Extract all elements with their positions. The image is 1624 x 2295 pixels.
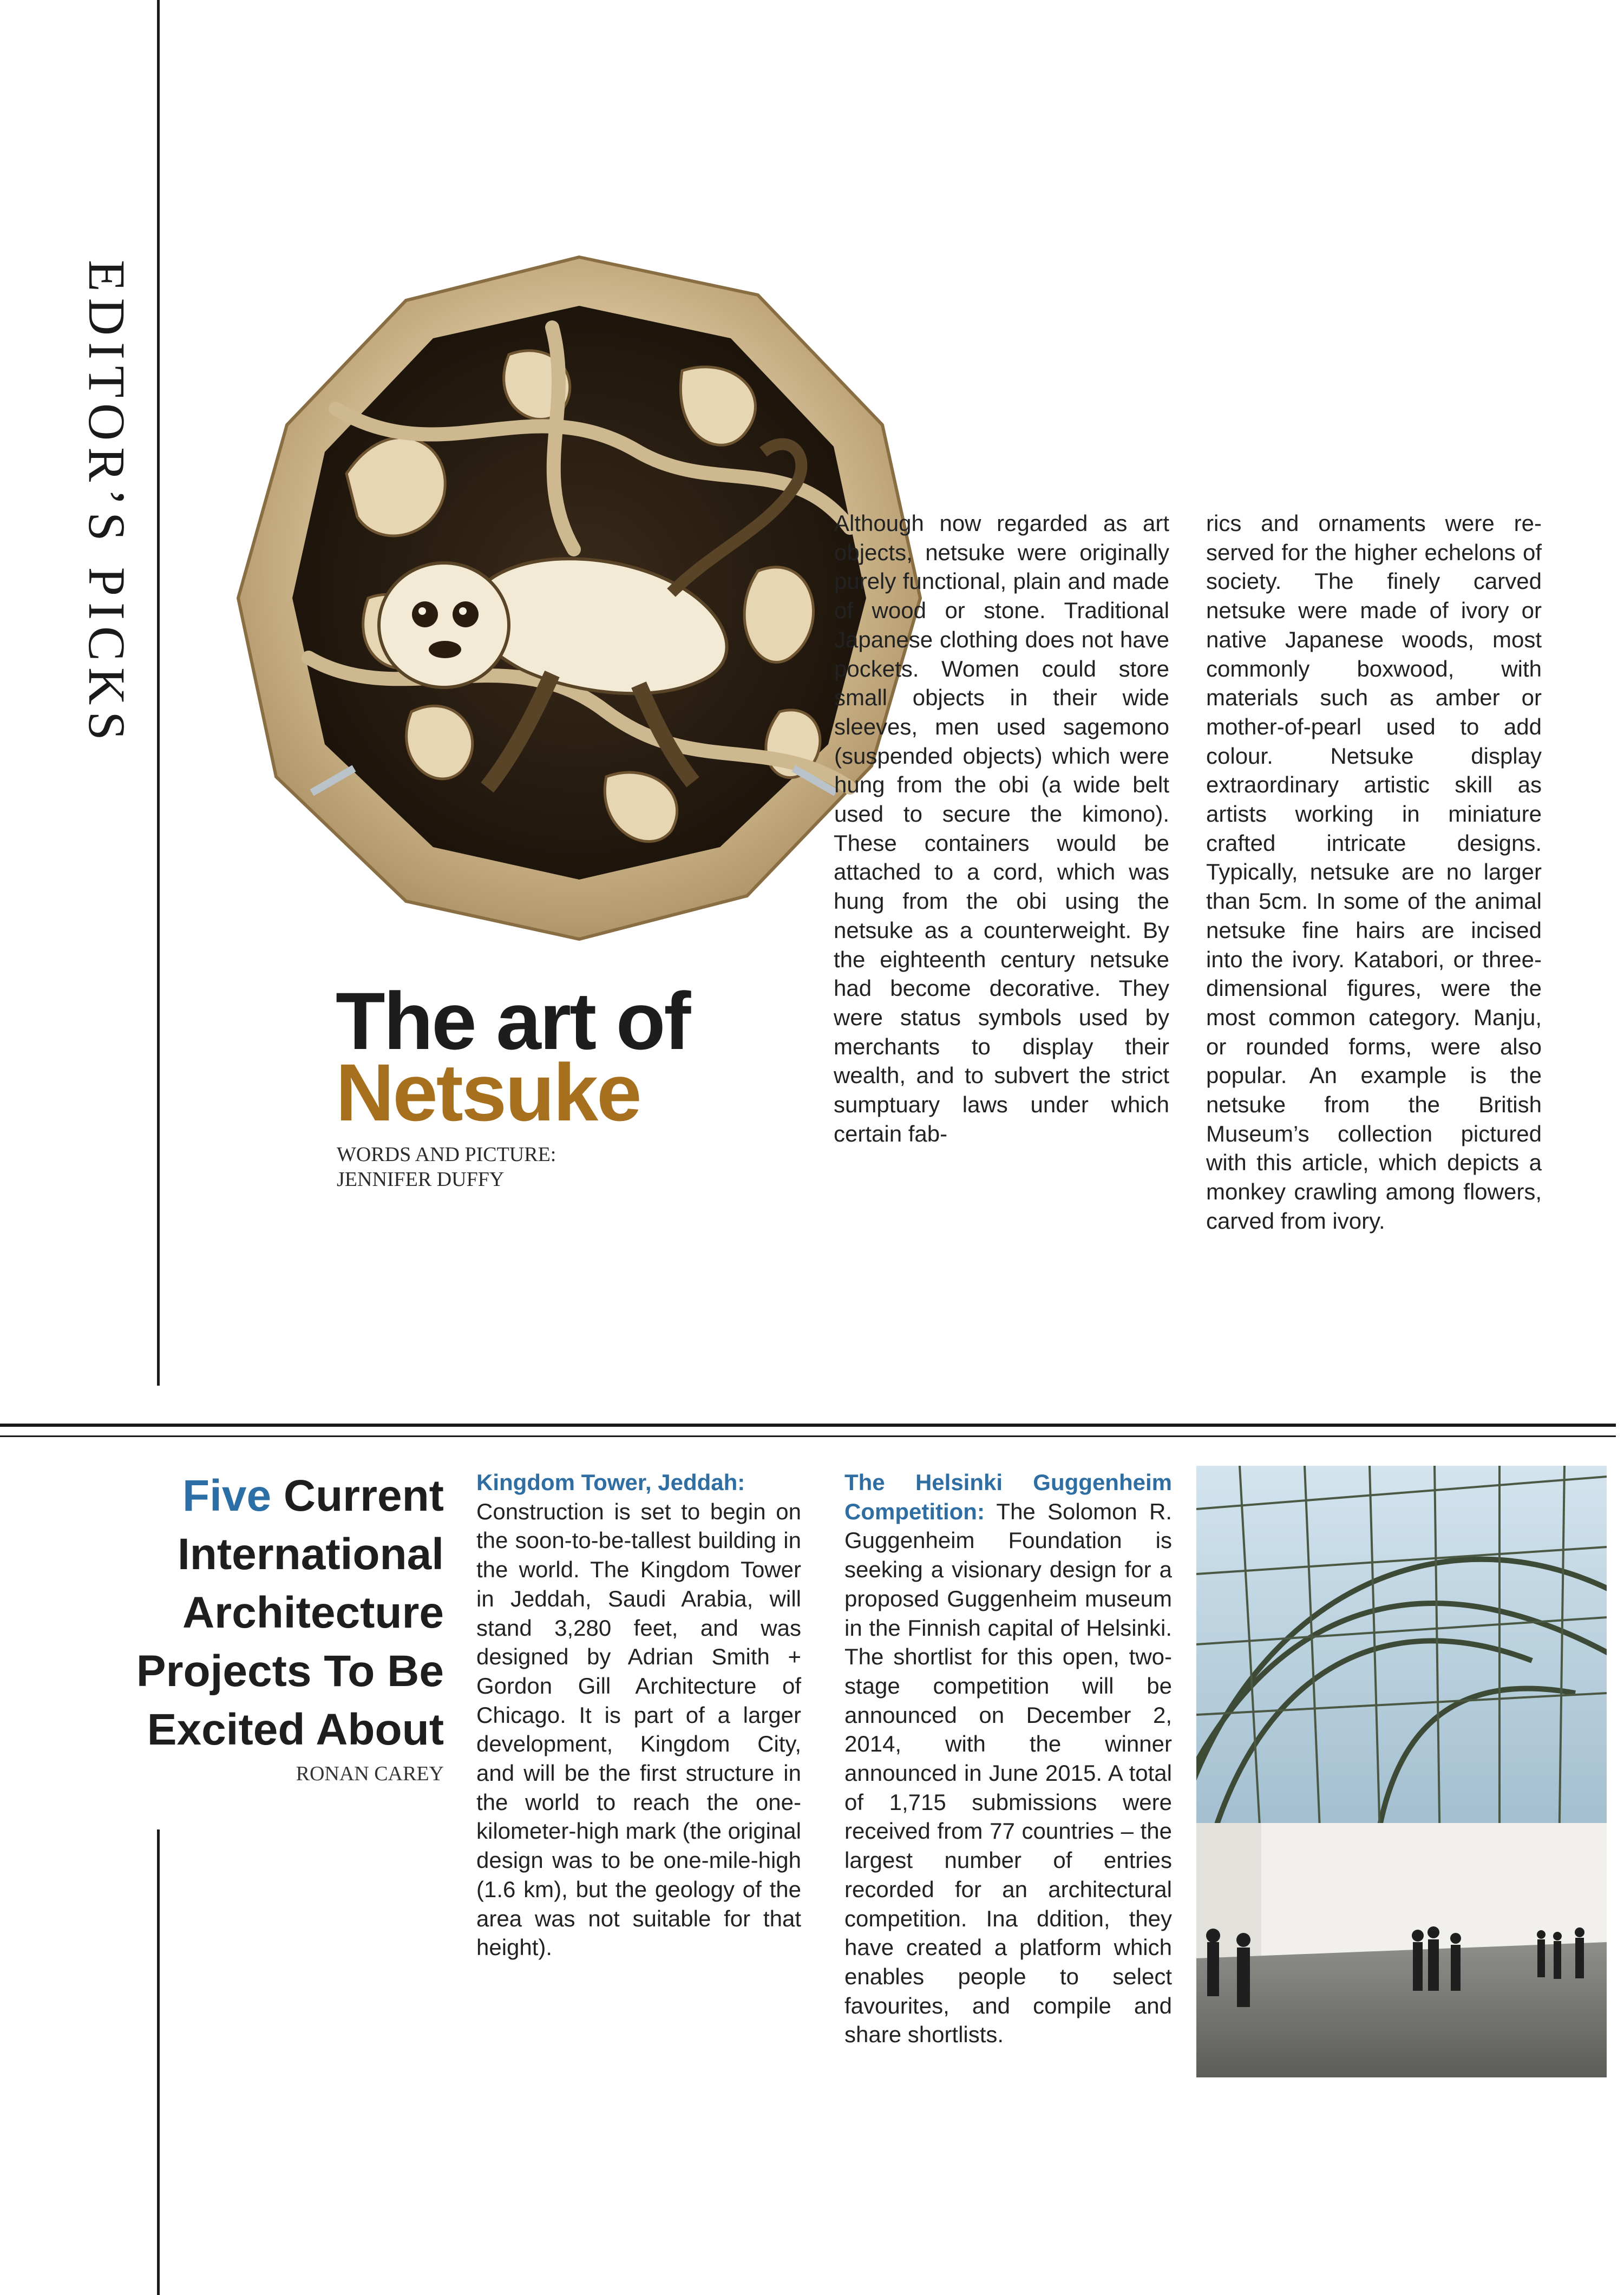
headline-line-2: Netsuke [336,1047,640,1138]
helsinki-body: The Solomon R. Guggenheim Foundation is seeking a visionary design for a proposed Guggenheim museum in the Finnish capital of Helsinki. The shortlist for this open, two-stage competition will be announced on December 2, 2014, with the winner announced in June 2015. A total of 1,715 submissions were received from 77 countries – the largest number of entries recorded for an architectural competition. Ina ddition, they have created a platform which enables people to select favourites, and compile and share shortlists. [844,1498,1172,2048]
netsuke-column-1: Although now regarded as art objects, netsuke were originally purely functional, plain and made of wood or stone. Traditional Japanese clothing does not have pockets. Women could store small objects in their wide sleeves, men used sagemono (suspended objects) which were hung from the obi (a wide belt used to secure the kimono). These containers would be attached to a cord, which was hung from the obi using the netsuke as a counterweight. By the eighteenth century netsuke had become decorative. They were status symbols used by merchants to display their wealth, and to subvert the strict sumptuary laws under which certain fab- [834,510,1169,1146]
headline-line-1: The art of [336,975,690,1066]
title-line-3: Architecture [182,1588,444,1637]
netsuke-column-2: rics and ornaments were reserved for the higher echelons of society. The finely carved netsuke were made of ivory or native Japanese woods, most commonly boxwood, with materials such as amber or mother-of-pearl used to add colour. Netsuke display extraordinary artistic skill as artists working in miniature crafted intricate designs. Typically, netsuke are no larger than 5cm. In some of the animal netsuke fine hairs are incised into the ivory. Katabori, or three-dimensional figures, were the most common category. Manju, or rounded forms, were also popular. An example is the netsuke from the British Museum’s collection pictured with this article, which depicts a monkey crawling among flowers, carved from ivory. [1206,510,1542,1234]
kingdom-tower-column [476,1468,801,1962]
architecture-author: RONAN CAREY [296,1762,444,1785]
title-line-4: Projects To Be [136,1647,444,1696]
architecture-photo [1196,1466,1607,2077]
left-vertical-rule-top [157,0,160,1386]
left-vertical-rule-bottom [157,1830,160,2295]
title-line-2: International [177,1530,444,1579]
section-divider-top [0,1424,1616,1427]
kingdom-tower-subhead: Kingdom Tower, Jeddah: [476,1470,745,1495]
helsinki-column [844,1468,1172,2049]
title-accent-word: Five [182,1471,272,1520]
byline-label: WORDS AND PICTURE: [337,1143,556,1166]
netsuke-photo [227,246,931,950]
kingdom-tower-body: Construction is set to begin on the soon-to-be-tallest building in the world. The Kingdom Tower in Jeddah, Saudi Arabia, will stand 3,280 feet, and was designed by Adrian Smith + Gordon Gill Architecture of Chicago. It is part of a larger development, Kingdom City, and will be the first structure in the world to reach the one-kilometer-high mark (the original design was to be one-mile-high (1.6 km), but the geology of the area was not suitable for that height). [476,1498,801,1960]
byline [337,1142,662,1192]
helsinki-subhead: The Helsinki Guggenheim Competition: [844,1470,1172,1524]
section-divider-bottom [0,1435,1616,1437]
byline-author: JENNIFER DUFFY [337,1168,505,1191]
article-headline [336,975,747,1138]
section-label: EDITOR’S PICKS [78,260,136,747]
architecture-title [97,1467,444,1759]
netsuke-column-1-wrapper [834,509,1169,1288]
title-line-1-rest: Current [271,1471,444,1520]
title-line-5: Excited About [147,1705,444,1754]
